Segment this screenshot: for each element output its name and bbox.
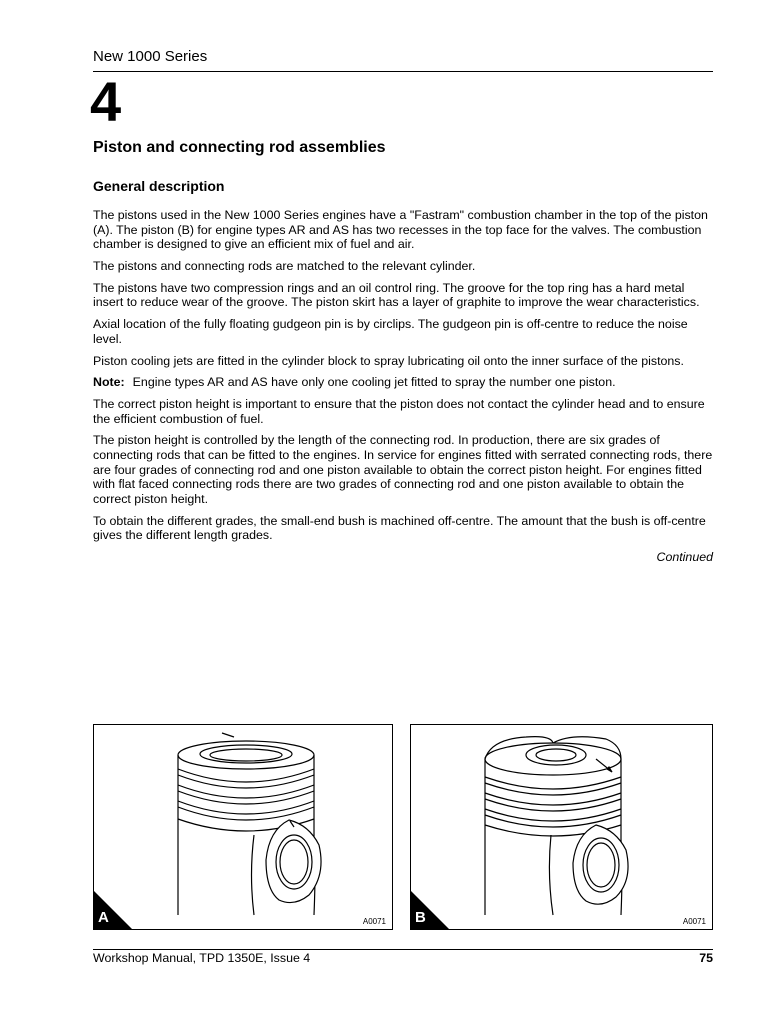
footer-rule xyxy=(93,949,713,950)
piston-b-illustration xyxy=(411,725,713,930)
figure-code: A0071 xyxy=(682,917,706,926)
piston-a-illustration xyxy=(94,725,393,930)
figure-letter: A xyxy=(98,909,109,926)
header-series: New 1000 Series xyxy=(93,48,208,65)
sub-title: General description xyxy=(93,178,225,194)
note-label: Note: xyxy=(93,375,125,390)
paragraph: Axial location of the fully floating gudgeon pin is by circlips. The gudgeon pin is off-centre to reduce the noise level. xyxy=(93,317,688,346)
note-text: Engine types AR and AS have only one cooling jet fitted to spray the number one piston. xyxy=(132,375,616,390)
continued-label: Continued xyxy=(656,549,713,564)
paragraph: The correct piston height is important to ensure that the piston does not contact the cylinder head and to ensure the efficient combustion of fuel. xyxy=(93,397,705,426)
section-title: Piston and connecting rod assemblies xyxy=(93,139,386,156)
body-text xyxy=(93,208,713,565)
footer-text: Workshop Manual, TPD 1350E, Issue 4 xyxy=(93,951,311,965)
figure-letter: B xyxy=(415,909,426,926)
figure-piston-b xyxy=(410,724,713,930)
paragraph: The piston height is controlled by the length of the connecting rod. In production, there are six grades of connecting rods that can be fitted to the engines. In service for engines fitted with serrated connecting rods, there are four grades of connecting rod and one piston available to obtain the correct piston height. For engines fitted with flat faced connecting rods there are two grades of connecting rod and one piston available to obtain the correct piston height. xyxy=(93,433,713,506)
page-number: 75 xyxy=(699,951,713,965)
paragraph: To obtain the different grades, the small-end bush is machined off-centre. The amount that the bush is off-centre gives the different length grades. xyxy=(93,513,706,543)
paragraph: The pistons and connecting rods are matched to the relevant cylinder. xyxy=(93,258,476,273)
paragraph: The pistons used in the New 1000 Series engines have a "Fastram" combustion chamber in the top of the piston (A). The piston (B) for engine types AR and AS has two recesses in the top face for the valves. The combustion chamber is designed to give an efficient mix of fuel and air. xyxy=(93,208,708,252)
chapter-number: 4 xyxy=(90,70,122,133)
note xyxy=(93,375,713,390)
figure-piston-a xyxy=(93,724,393,930)
paragraph: Piston cooling jets are fitted in the cylinder block to spray lubricating oil onto the inner surface of the pistons. xyxy=(93,353,684,368)
figure-code: A0071 xyxy=(362,917,386,926)
header-rule xyxy=(93,71,713,72)
paragraph: The pistons have two compression rings and an oil control ring. The groove for the top ring has a hard metal insert to reduce wear of the groove. The piston skirt has a layer of graphite to improve the wear characteristics. xyxy=(93,280,700,310)
